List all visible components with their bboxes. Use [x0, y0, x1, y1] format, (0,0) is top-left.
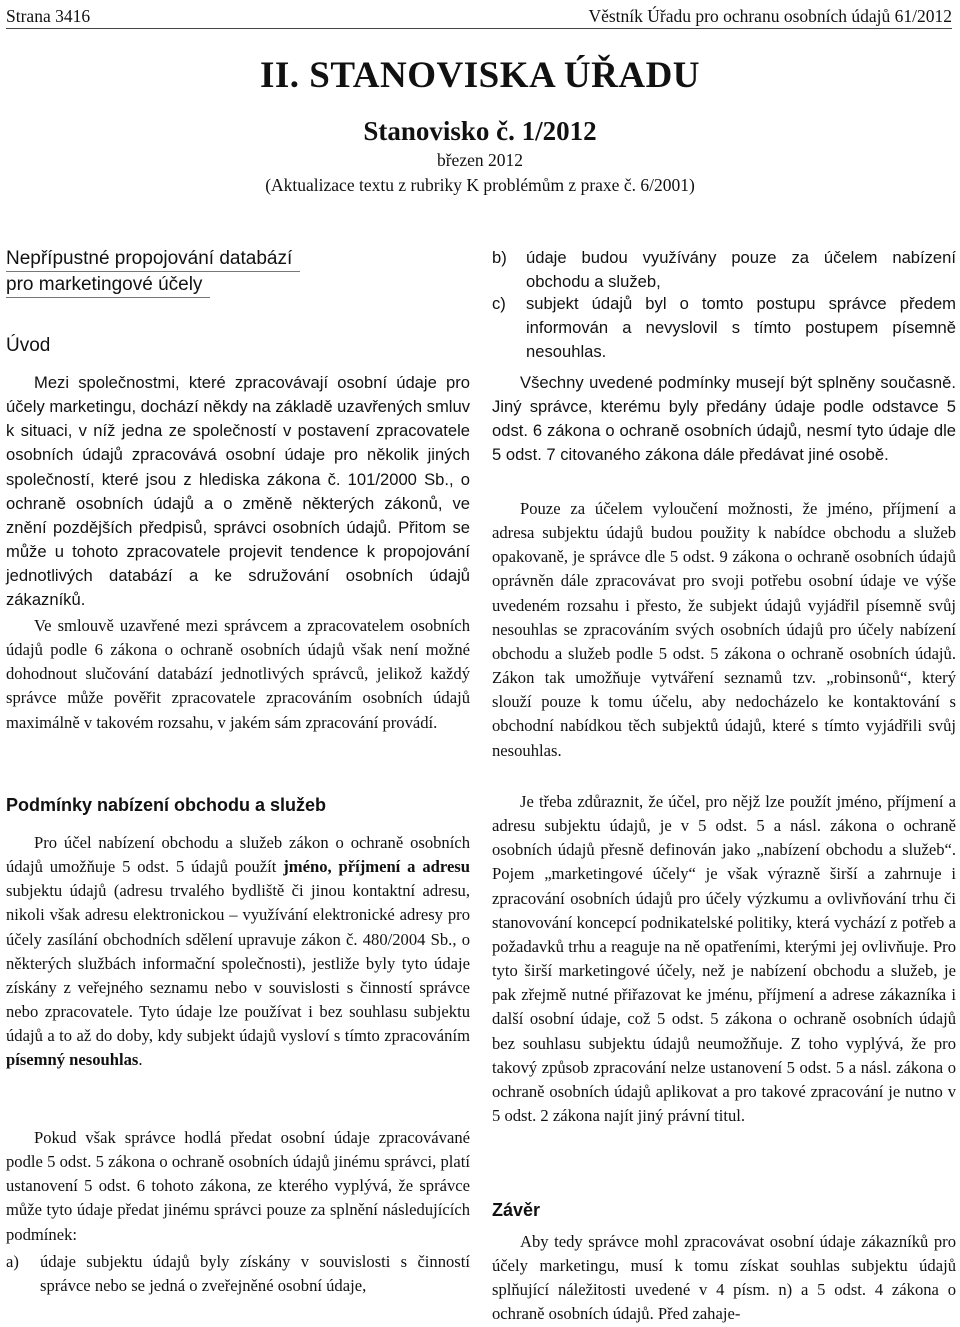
- article-heading-line1: Nepřípustné propojování databází: [6, 246, 300, 272]
- article-heading-line2: pro marketingové účely: [6, 272, 210, 298]
- cond-bold-dissent: písemný nesouhlas: [6, 1050, 139, 1070]
- conditions-paragraph-1: [6, 831, 470, 1073]
- running-header: [6, 4, 952, 29]
- list-item-a-text: údaje subjektu údajů byly získány v souvislosti s činností správce nebo se jedná o zveřejněné osobní údaje,: [40, 1252, 470, 1296]
- list-item-c: [492, 292, 956, 364]
- journal-title: Věstník Úřadu pro ochranu osobních údajů 61/2012: [588, 6, 952, 26]
- cond-text-a: Pro účel nabízení obchodu a služeb zákon o ochraně osobních údajů umožňuje 5 odst. 5 údajů použít: [6, 833, 470, 877]
- intro-paragraph-2: Ve smlouvě uzavřené mezi správcem a zpracovatelem osobních údajů podle 6 zákona o ochraně osobních údajů však není možné dohodnout slučování databází jednotlivých správců, jelikož každý správce může pověřit zpracovatele zpracováním osobních údajů maximálně v takovém rozsahu, v jakém sám zpracování provádí.: [6, 616, 470, 732]
- right-paragraph-3: Je třeba zdůraznit, že účel, pro nějž lze použít jméno, příjmení a adresu subjektu údajů, je v 5 odst. 5 a násl. zákona o ochraně osobních údajů přesně definován jako „nabízení obchodu a služeb“. Pojem „marketingové účely“ je však výrazně širší a zahrnuje i zpracování osobních údajů pro účely výzkumu a ovlivňování trhu či stanovování koncepcí podnikatelské politiky, která vychází z potřeb a požadavků trhu a reaguje na ně opatřeními, kterými jej ovlivňuje. Pro tyto širší marketingové účely, než je nabízení obchodu a služeb, je pak zřejmě nutné přiřazovat ke jménu, příjmení a adrese zákazníka i další osobní údaje, což 5 odst. 5 zákona o ochraně osobních údajů bez souhlasu subjektu údajů neumožňuje. Z toho vyplývá, že pro takový způsob zpracování nelze ustanovení 5 odst. 5 a násl. zákona o ochraně osobních údajů aplikovat a pro takové zpracování je nutno v 5 odst. 2 zákona najít jiný právní titul.: [492, 792, 956, 1126]
- list-item-c-label: c): [492, 294, 506, 313]
- list-item-b-text: údaje budou využívány pouze za účelem nabízení obchodu a služeb,: [526, 248, 956, 292]
- document-date: březen 2012: [436, 150, 523, 170]
- document-title: Stanovisko č. 1/2012: [363, 116, 597, 146]
- cond-text-b: subjektu údajů (adresu trvalého bydliště či jinou kontaktní adresu, nikoli však adresu elektronickou – využívání elektronické adresy pro účely zasílání obchodních sdělení upravuje zákon č. 480/2004 Sb., o některých službách informační společnosti), jestliže byly tyto údaje získány z veřejného seznamu nebo v souvislosti s činností správce nebo zpracovatele. Tyto údaje lze používat i bez souhlasu subjektu údajů a to až do doby, kdy subjekt údajů vysloví s tímto zpracováním: [6, 881, 470, 1046]
- article-heading: [6, 246, 470, 298]
- conclusion-heading: Závěr: [492, 1200, 541, 1220]
- list-item-c-text: subjekt údajů byl o tomto postupu správce předem informován a nevyslovil s tímto postupem písemně nesouhlas.: [526, 294, 956, 362]
- right-paragraph-4: Aby tedy správce mohl zpracovávat osobní údaje zákazníků pro účely marketingu, musí k tomu získat souhlas subjektu údajů splňující náležitosti uvedené v 4 písm. n) a 5 odst. 4 zákona o ochraně osobních údajů. Před zahaje-: [492, 1232, 956, 1324]
- cond-bold-name: jméno, příjmení a adresu: [283, 857, 470, 877]
- section-title: II. STANOVISKA ÚŘADU: [259, 55, 701, 96]
- list-item-b-label: b): [492, 248, 507, 267]
- list-item-b: [492, 246, 956, 294]
- intro-paragraph-1: Mezi společnostmi, které zpracovávají osobní údaje pro účely marketingu, dochází někdy na základě uzavřených smluv k situaci, v níž jedna ze společností v postavení zpracovatele osobních údajů zpracovává osobní údaje pro několik jiných společností, které jsou z hlediska zákona č. 101/2000 Sb., o ochraně osobních údajů a o změně některých zákonů, ve znění pozdějších předpisů, správci osobních údajů. Přitom se může u tohoto zpracovatele projevit tendence k propojování jednotlivých databází a ke sdružování osobních údajů zákazníků.: [6, 373, 470, 610]
- conditions-heading: Podmínky nabízení obchodu a služeb: [6, 795, 327, 815]
- list-item-a-label: a): [6, 1252, 19, 1271]
- right-paragraph-2: Pouze za účelem vyloučení možnosti, že jméno, příjmení a adresa subjektu údajů budou použity k nabídce obchodu a služeb opakovaně, je správce dle 5 odst. 9 zákona o ochraně osobních údajů oprávněn dále zpracovávat pro svoji potřebu osobní údaje ve výše uvedeném rozsahu i přesto, že subjekt údajů vyjádřil písemně svůj nesouhlas se zpracováním svých osobních údajů pro účely nabízení obchodu a služeb podle 5 odst. 5 zákona o ochraně osobních údajů. Zákon tak umožňuje vytváření seznamů tzv. „robinsonů“, který slouží pouze k tomu účelu, aby nedocházelo ke kontaktování s obchodní nabídkou těch subjektů údajů, které s tímto vyjádřili svůj nesouhlas.: [492, 499, 956, 760]
- conditions-paragraph-2: Pokud však správce hodlá předat osobní údaje zpracovávané podle 5 odst. 5 zákona o ochraně osobních údajů jinému správci, platí ustanovení 5 odst. 6 tohoto zákona, ze kterého vyplývá, že správce může tyto údaje předat jinému správci pouze za splnění následujících podmínek:: [6, 1128, 470, 1244]
- intro-heading: Úvod: [6, 335, 51, 356]
- list-item-a: [6, 1250, 470, 1298]
- page-number: Strana 3416: [6, 6, 91, 26]
- right-paragraph-1: Všechny uvedené podmínky musejí být splněny současně. Jiný správce, kterému byly předány údaje podle odstavce 5 odst. 6 zákona o ochraně osobních údajů, nesmí tyto údaje dle 5 odst. 7 citovaného zákona dále předávat jiné osobě.: [492, 373, 956, 465]
- cond-text-c: .: [138, 1050, 143, 1070]
- update-note: (Aktualizace textu z rubriky K problémům z praxe č. 6/2001): [265, 175, 695, 195]
